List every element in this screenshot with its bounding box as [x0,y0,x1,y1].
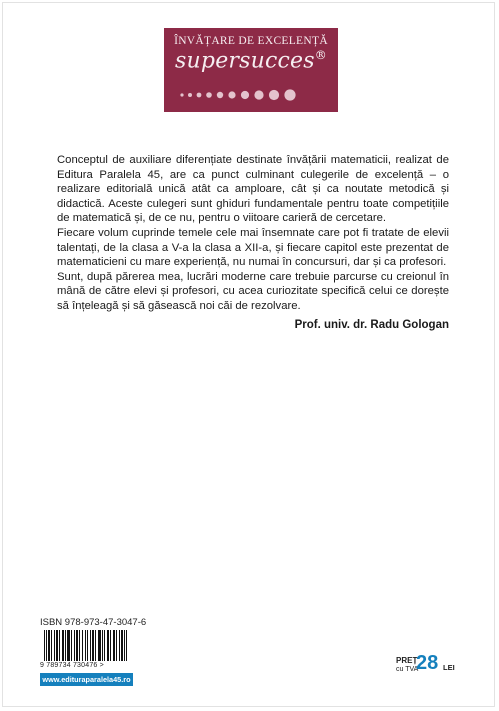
price-tag [396,652,466,678]
price-currency: LEI [443,663,455,672]
price-vat-note: cu TVA [396,666,419,673]
author-signature: Prof. univ. dr. Radu Gologan [294,319,449,331]
paragraph-3: Sunt, după părerea mea, lucrări moderne care trebuie parcurse cu creionul în mână de către elevi și profesori, cu acea curiozitate specifică celui ce dorește să înțeleagă și să găsească noi căi de rezolvare. [57,270,449,312]
paragraph-2: Fiecare volum cuprinde temele cele mai însemnate care pot fi tratate de elevii talentați, de la clasa a V-a la clasa a XII-a, și fiecare capitol este prezentat de matematicieni cu mare experiență, nu numai în concursuri, dar și ca profesori. [57,226,449,269]
isbn-label: ISBN 978-973-47-3047-6 [40,617,147,628]
logo-title [164,48,338,73]
logo-tagline: ÎNVĂȚARE DE EXCELENȚĂ [174,35,328,47]
series-logo [164,28,338,112]
barcode-number: 9 789734 730476 > [40,661,133,670]
price-value: 28 [416,652,439,674]
back-cover-text [57,153,449,314]
logo-dots-decoration [178,88,328,102]
publisher-website-link[interactable]: www.edituraparalela45.ro [40,673,133,686]
logo-title-text: supersucces [175,48,315,74]
price-label: PREȚ [396,656,418,665]
registered-mark: ® [314,48,327,62]
paragraph-1: Conceptul de auxiliare diferențiate destinate învățării matematicii, realizat de Editura Paralela 45, are ca punct culminant culegerile de excelență – o realizare editorială unică atât ca amploare, cât și ca noutate metodică și didactică. Aceste culegeri sunt ghiduri fundamentale pentru toate competițiile de matematică și, de ce nu, pentru o viitoare carieră de cercetare. [57,154,449,225]
